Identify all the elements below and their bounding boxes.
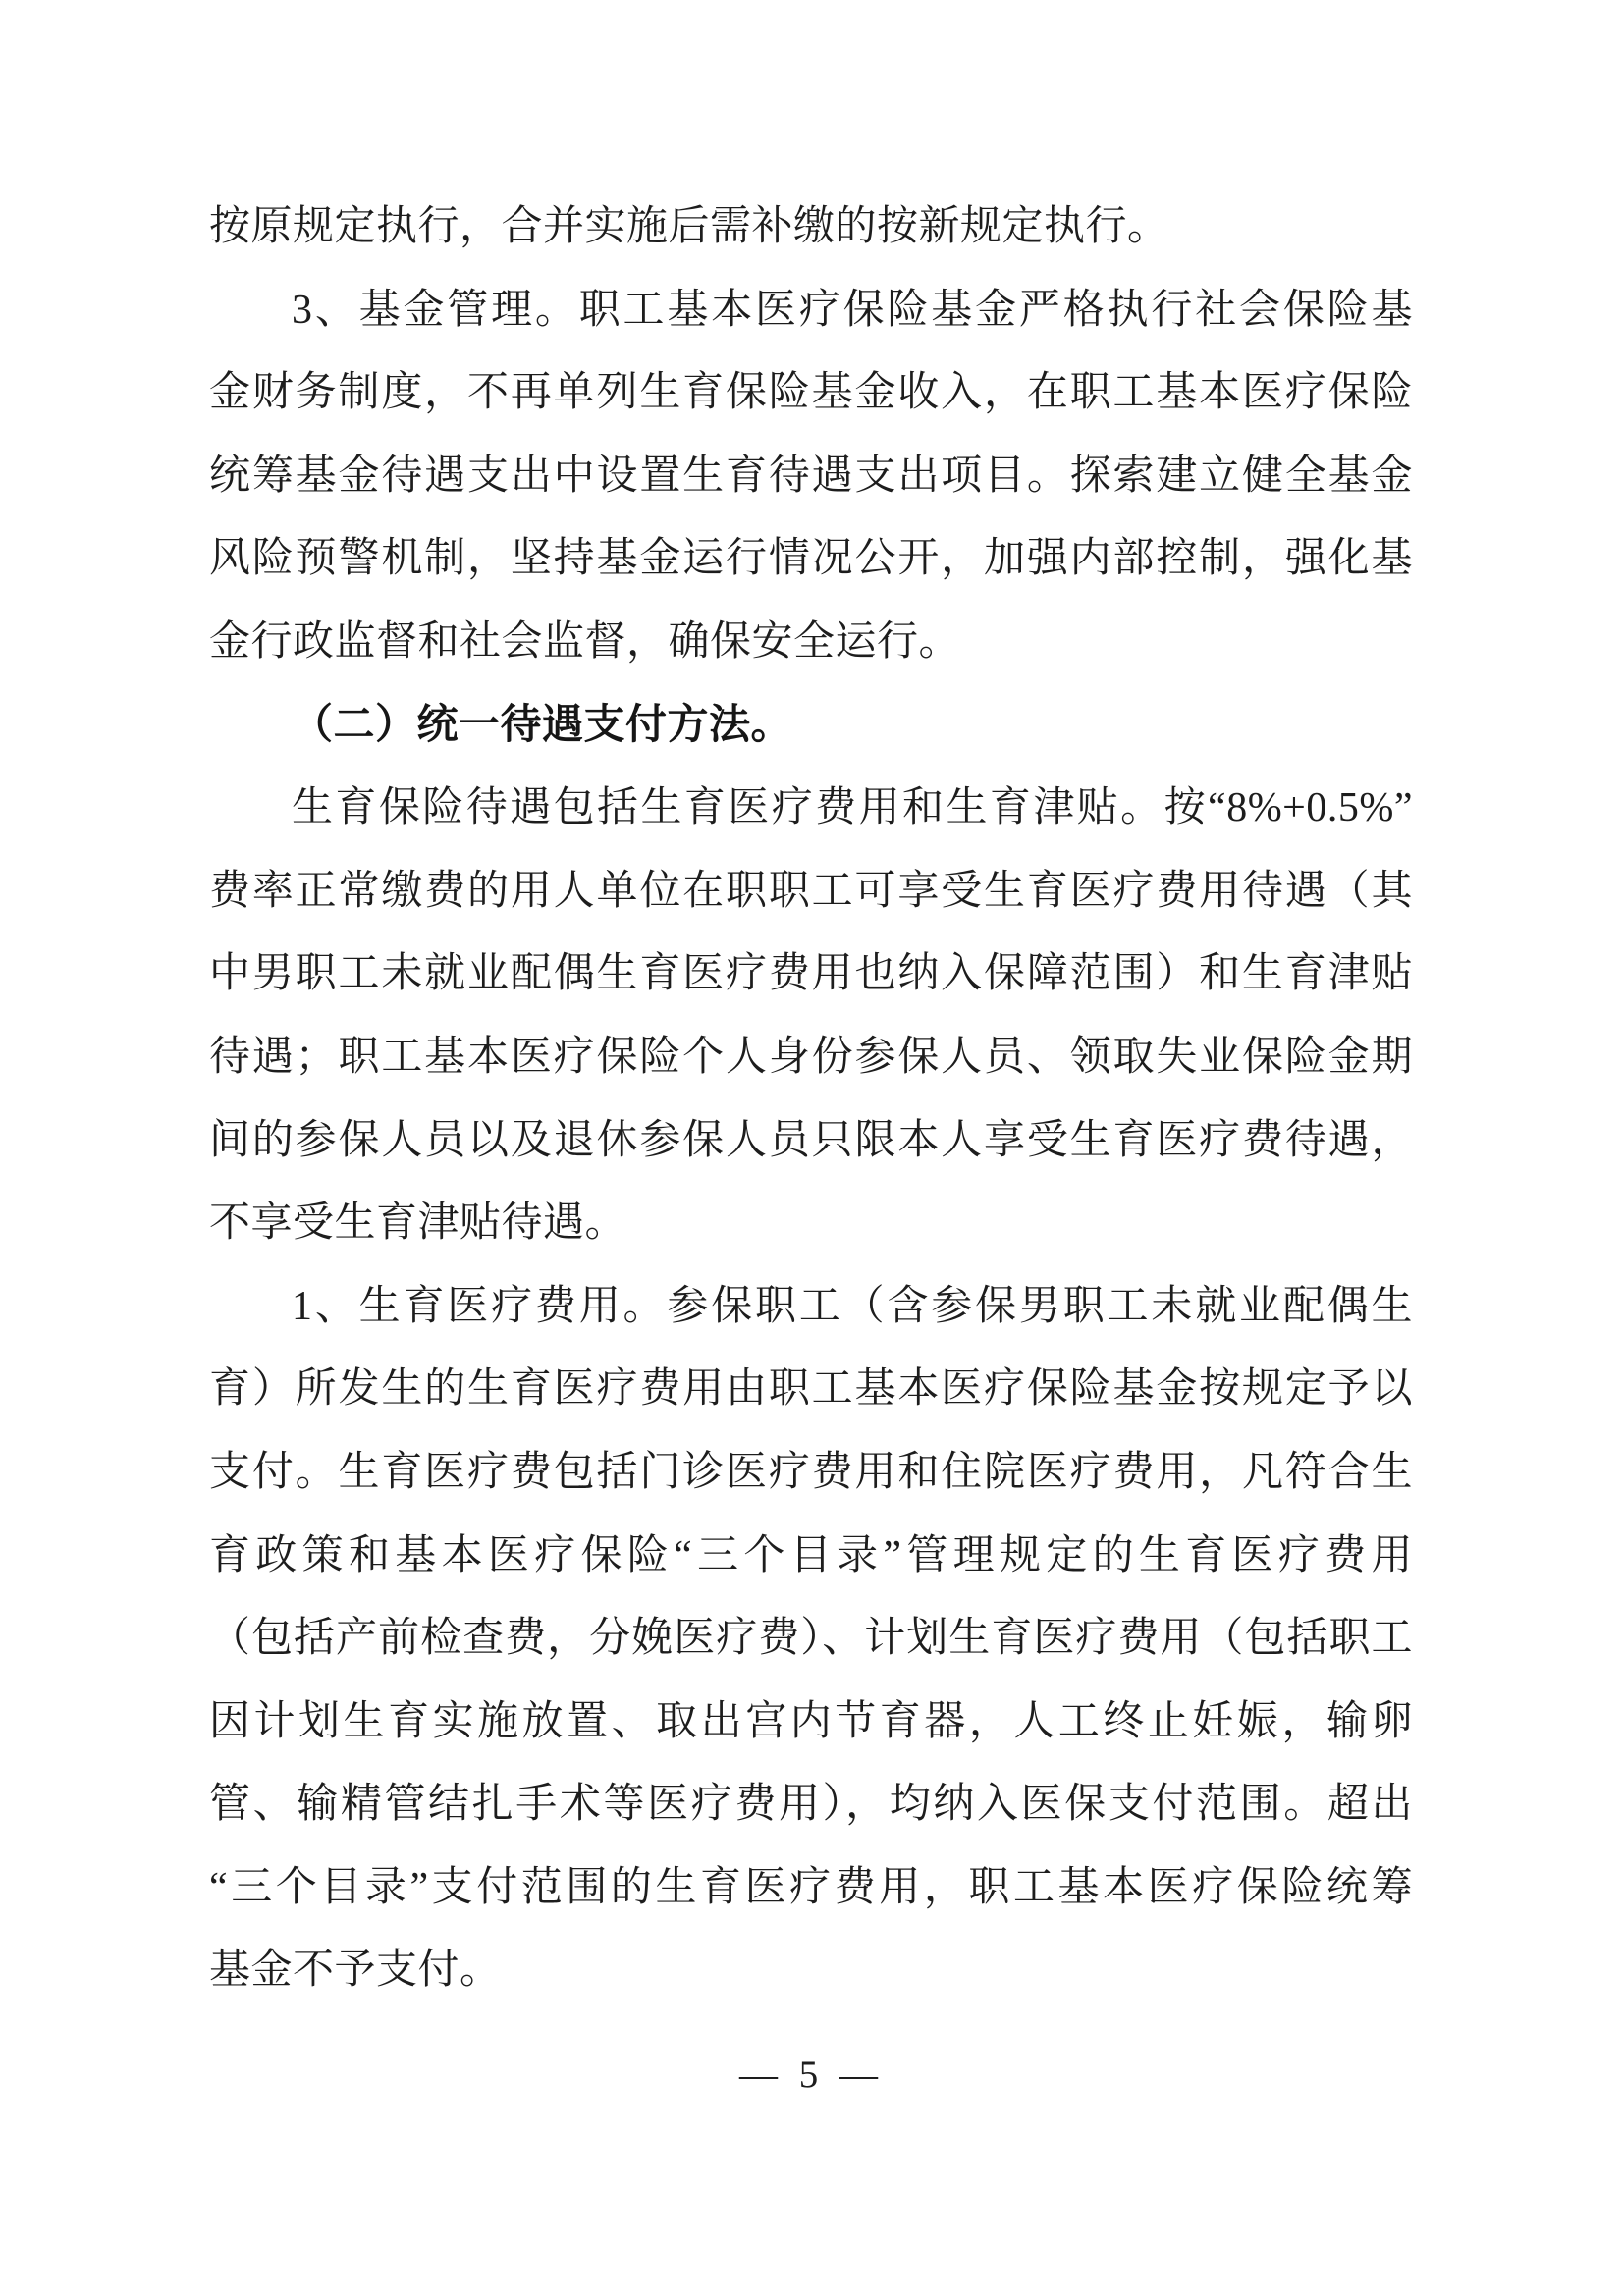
text-line: 费率正常缴费的用人单位在职职工可享受生育医疗费用待遇（其 bbox=[209, 868, 1413, 914]
text-line: 1、生育医疗费用。参保职工（含参保男职工未就业配偶生 bbox=[292, 1283, 1413, 1329]
text-line: 金行政监督和社会监督，确保安全运行。 bbox=[209, 618, 961, 665]
text-line: 基金不予支付。 bbox=[209, 1948, 502, 1994]
text-line: 因计划生育实施放置、取出宫内节育器，人工终止妊娠，输卵 bbox=[209, 1698, 1413, 1744]
text-line: 中男职工未就业配偶生育医疗费用也纳入保障范围）和生育津贴 bbox=[209, 951, 1413, 997]
document-text-block bbox=[209, 186, 1413, 2012]
text-line: 金财务制度，不再单列生育保险基金收入，在职工基本医疗保险 bbox=[209, 370, 1413, 416]
text-line: 统筹基金待遇支出中设置生育待遇支出项目。探索建立健全基金 bbox=[209, 453, 1413, 499]
text-line: 3、基金管理。职工基本医疗保险基金严格执行社会保险基 bbox=[292, 287, 1413, 333]
text-line: 生育保险待遇包括生育医疗费用和生育津贴。按“8%+0.5%” bbox=[292, 785, 1413, 831]
text-line: 不享受生育津贴待遇。 bbox=[209, 1201, 627, 1247]
text-line: 支付。生育医疗费包括门诊医疗费用和住院医疗费用，凡符合生 bbox=[209, 1449, 1413, 1495]
section-heading: （二）统一待遇支付方法。 bbox=[292, 702, 793, 748]
text-line: 风险预警机制，坚持基金运行情况公开，加强内部控制，强化基 bbox=[209, 536, 1413, 582]
page-number: — 5 — bbox=[739, 2054, 884, 2096]
page-footer bbox=[0, 2034, 1623, 2116]
text-line: “三个目录”支付范围的生育医疗费用，职工基本医疗保险统筹 bbox=[209, 1864, 1413, 1910]
text-line: 管、输精管结扎手术等医疗费用），均纳入医保支付范围。超出 bbox=[209, 1782, 1413, 1828]
text-line: 待遇；职工基本医疗保险个人身份参保人员、领取失业保险金期 bbox=[209, 1034, 1413, 1080]
text-line: 按原规定执行，合并实施后需补缴的按新规定执行。 bbox=[209, 204, 1169, 249]
text-line: 育政策和基本医疗保险“三个目录”管理规定的生育医疗费用 bbox=[209, 1532, 1413, 1578]
text-line: （包括产前检查费，分娩医疗费）、计划生育医疗费用（包括职工 bbox=[209, 1616, 1413, 1662]
text-line: 间的参保人员以及退休参保人员只限本人享受生育医疗费待遇， bbox=[209, 1117, 1413, 1163]
text-line: 育）所发生的生育医疗费用由职工基本医疗保险基金按规定予以 bbox=[209, 1366, 1413, 1413]
